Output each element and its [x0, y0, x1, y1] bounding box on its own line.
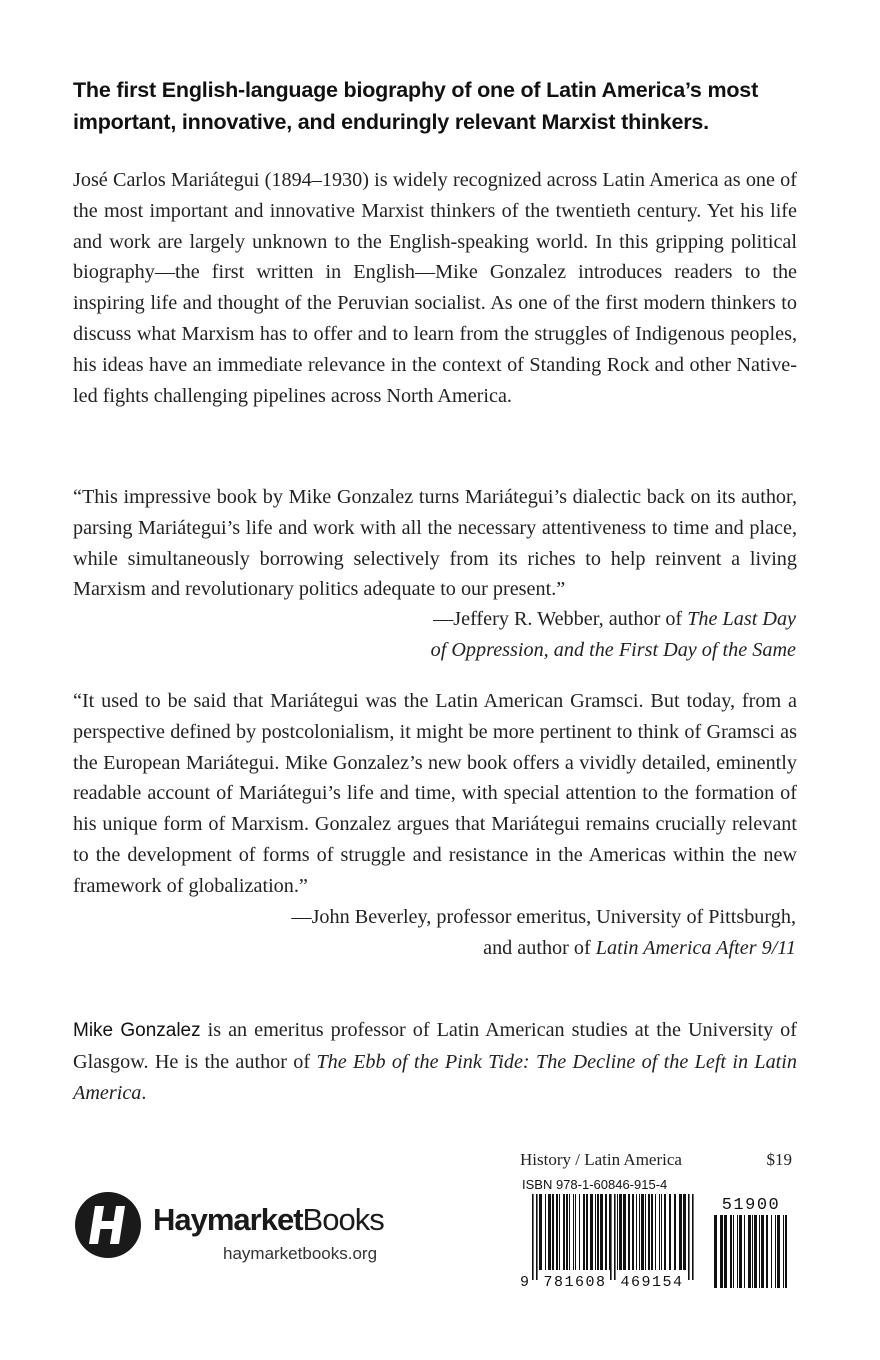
barcode-bar — [679, 1194, 682, 1270]
addon-bar — [785, 1215, 787, 1288]
attribution-book-title: Latin America After 9/11 — [595, 936, 796, 959]
barcode-bar — [636, 1194, 637, 1270]
publisher-logo — [73, 1190, 453, 1270]
barcode-bar — [664, 1194, 666, 1270]
barcode-bar — [619, 1194, 622, 1270]
author-bio-end: . — [141, 1081, 147, 1104]
barcode-bar — [669, 1194, 671, 1270]
addon-bar — [771, 1215, 772, 1288]
barcode-bar — [600, 1194, 603, 1270]
author-bio — [73, 1015, 797, 1108]
barcode-bar — [623, 1194, 626, 1270]
barcode-bar — [569, 1194, 570, 1270]
barcode-bar — [539, 1194, 542, 1270]
haymarket-h-logo-icon — [73, 1190, 143, 1260]
attribution-book-title-cont: of Oppression, and the First Day of the Same — [430, 638, 796, 661]
barcode-bar — [683, 1194, 686, 1270]
publisher-name-bold: Haymarket — [153, 1202, 303, 1237]
attribution-book-title: The Last Day — [687, 608, 796, 630]
barcode-bar — [617, 1194, 618, 1270]
barcode-bar — [651, 1194, 653, 1270]
barcode-bar — [659, 1194, 660, 1270]
ean-barcode — [520, 1194, 705, 1288]
addon-bar — [720, 1215, 723, 1288]
addon-bar — [766, 1215, 768, 1288]
addon-bar — [759, 1215, 760, 1288]
barcode-bar — [566, 1194, 568, 1270]
barcode-guard-bar — [692, 1194, 694, 1280]
blurb-quote-beverley: “It used to be said that Mariátegui was the Latin American Gramsci. But today, from a perspective defined by postcolonialism, it might be more pertinent to think of Gramsci as the European Mariátegui. Mike Gonzalez’s new book offers a vividly detailed, eminently readable account of Mariátegui’s life and time, with special attention to the formation of his unique form of Marxism. Gonzalez argues that Mariátegui remains crucially relevant to the development of forms of struggle and resistance in the Americas within the new framework of globalization.” — [73, 690, 797, 897]
description-paragraph: José Carlos Mariátegui (1894–1930) is widely recognized across Latin America as one of the most important and innovative Marxist thinkers of the twentieth century. Yet his life and work are largely unknown to the English-speaking world. In this gripping political biography—the first written in English—Mike Gonzalez introduces readers to the inspiring life and thought of the Peruvian socialist. As one of the first modern thinkers to discuss what Marxism has to offer and to learn from the struggles of Indigenous peoples, his ideas have an immediate relevance in the context of Standing Rock and other Native-led fights challenging pipelines across North America. — [73, 169, 797, 407]
addon-bar — [724, 1215, 727, 1288]
barcode-bar — [552, 1194, 554, 1270]
barcode-bar — [548, 1194, 551, 1270]
publisher-name-regular: Books — [302, 1202, 384, 1237]
addon-bar — [714, 1215, 717, 1288]
barcode-bar — [583, 1194, 585, 1270]
addon-bar — [754, 1215, 757, 1288]
blurb-attribution-beverley — [236, 902, 796, 964]
barcode-bar — [586, 1194, 588, 1270]
attribution-line: —John Beverley, professor emeritus, University of Pittsburgh, — [291, 906, 796, 928]
barcode-digits: 9 — [520, 1274, 531, 1288]
barcode-block — [520, 1150, 800, 1290]
barcode-bar — [632, 1194, 634, 1270]
isbn-label: ISBN 978-1-60846-915-4 — [522, 1177, 668, 1192]
publisher-name — [153, 1202, 384, 1238]
barcode-bar — [573, 1194, 574, 1270]
addon-bar — [739, 1215, 742, 1288]
barcode-bar — [559, 1194, 560, 1270]
blurb-quote-webber: “This impressive book by Mike Gonzalez turns Mariátegui’s dialectic back on its author, parsing Mariátegui’s life and work with all the necessary attentiveness to time and place, while simultaneously borrowing selectively from its riches to help reinvent a living Marxism and revolutionary politics adequate to our present.” — [73, 486, 797, 601]
addon-bar — [730, 1215, 732, 1288]
barcode-bar — [556, 1194, 558, 1270]
barcode-bar — [590, 1194, 593, 1270]
barcode-bar — [575, 1194, 576, 1270]
addon-bar — [783, 1215, 784, 1288]
barcode-bar — [605, 1194, 607, 1270]
barcode-guard-bar — [536, 1194, 538, 1280]
barcode-bar — [595, 1194, 596, 1270]
author-name: Mike Gonzalez — [73, 1020, 201, 1041]
addon-bar — [775, 1215, 776, 1288]
addon-bar — [744, 1215, 745, 1288]
barcode-bar — [641, 1194, 644, 1270]
attribution-prefix: and author of — [483, 936, 596, 959]
barcode-digits: 469154 — [620, 1274, 684, 1288]
price-addon-barcode — [710, 1194, 792, 1288]
barcode-guard-bar — [614, 1194, 616, 1280]
barcode-bar — [648, 1194, 650, 1270]
barcode-bar — [674, 1194, 676, 1270]
barcode-digits: 51900 — [721, 1196, 781, 1215]
barcode-bar — [609, 1194, 610, 1270]
attribution-prefix: —Jeffery R. Webber, author of — [433, 608, 688, 630]
barcode-guard-bar — [688, 1194, 690, 1280]
addon-bar — [752, 1215, 753, 1288]
publisher-url: haymarketbooks.org — [223, 1244, 378, 1263]
barcode-bar — [545, 1194, 546, 1270]
bisac-category: History / Latin America — [520, 1150, 682, 1169]
barcode-bar — [628, 1194, 630, 1270]
headline: The first English-language biography of one of Latin America’s most important, innovative, and enduringly relevant Marxist thinkers. — [73, 78, 759, 134]
barcode-bar — [639, 1194, 640, 1270]
addon-bar — [748, 1215, 751, 1288]
price: $19 — [766, 1150, 792, 1169]
blurb-attribution-webber — [236, 604, 796, 666]
author-book-title: The Ebb of the Pink Tide: The Decline of the Left in Latin America — [73, 1050, 797, 1104]
addon-bar — [733, 1215, 734, 1288]
barcode-bar — [579, 1194, 580, 1270]
addon-bar — [761, 1215, 764, 1288]
barcode-bar — [645, 1194, 646, 1270]
barcode-digits: 781608 — [543, 1274, 607, 1288]
barcode-guard-bar — [532, 1194, 534, 1280]
addon-bar — [737, 1215, 738, 1288]
barcode-guard-bar — [610, 1194, 612, 1280]
author-bio-text: is an emeritus professor of Latin American studies at the University of Glasgow. He is the author of — [73, 1019, 797, 1073]
addon-bar — [777, 1215, 780, 1288]
barcode-bar — [563, 1194, 565, 1270]
barcode-bar — [661, 1194, 662, 1270]
barcode-bar — [597, 1194, 599, 1270]
barcode-bar — [655, 1194, 656, 1270]
